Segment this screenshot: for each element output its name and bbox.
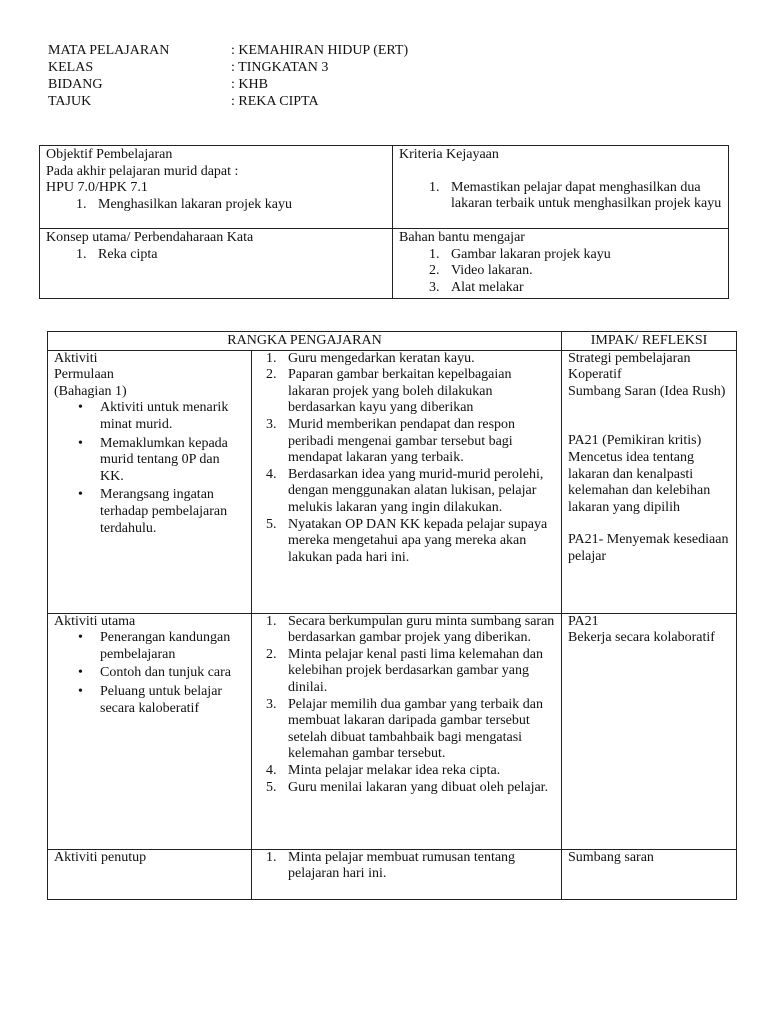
topic-label: TAJUK xyxy=(48,94,92,109)
material-item: Alat melakar xyxy=(451,279,524,295)
opening-steps xyxy=(258,351,555,567)
closing-impact-cell xyxy=(562,849,737,899)
framework-header-row xyxy=(48,332,737,351)
impact-readiness: PA21- Menyemak kesediaan pelajar xyxy=(568,532,729,564)
main-label: Aktiviti utama xyxy=(54,613,136,629)
impact-collaborative: Bekerja secara kolaboratif xyxy=(568,630,715,646)
header-row-subject xyxy=(48,42,408,59)
main-row xyxy=(48,613,737,849)
opening-step: Paparan gambar berkaitan kepelbagaian lakaran projek yang boleh dilakukan berdasarkan kayu yang diberikan xyxy=(288,367,512,416)
header-row-topic xyxy=(48,93,408,110)
objective-item: Menghasilkan lakaran projek kayu xyxy=(98,196,292,212)
main-bullet: • Penerangan kandungan pembelajaran xyxy=(54,630,245,663)
objectives-title: Objektif Pembelajaran xyxy=(46,147,173,162)
closing-step: Minta pelajar membuat rumusan tentang pelajaran hari ini. xyxy=(288,849,516,882)
concepts-cell xyxy=(40,229,393,299)
subject-label: MATA PELAJARAN xyxy=(48,43,170,58)
main-step: Guru menilai lakaran yang dibuat oleh pelajar. xyxy=(288,779,549,795)
criteria-cell xyxy=(393,146,729,229)
main-step: Secara berkumpulan guru minta sumbang saran berdasarkan gambar projek yang diberikan. xyxy=(288,613,555,646)
criteria-title: Kriteria Kejayaan xyxy=(399,147,499,162)
materials-cell xyxy=(393,229,729,299)
material-item: Gambar lakaran projek kayu xyxy=(451,246,611,262)
closing-label-cell xyxy=(48,849,252,899)
header-row-field xyxy=(48,76,408,93)
impact-pa21: PA21 xyxy=(568,613,599,629)
opening-label-line: Permulaan xyxy=(54,367,114,383)
objectives-row xyxy=(40,146,729,229)
main-step: Pelajar memilih dua gambar yang terbaik dan membuat lakaran daripada gambar tersebut setelah dibuat tambahbaik bagi mengatasi kelemahan gambar tersebut. xyxy=(288,696,544,762)
main-bullet: • Contoh dan tunjuk cara xyxy=(54,665,245,682)
opening-steps-cell xyxy=(252,350,562,613)
impact-brainstorm: Sumbang Saran (Idea Rush) xyxy=(568,383,726,399)
subject-value: : KEMAHIRAN HIDUP (ERT) xyxy=(231,43,409,58)
main-bullets xyxy=(54,630,245,717)
material-item: Video lakaran. xyxy=(451,263,533,279)
main-label-cell xyxy=(48,613,252,849)
lesson-header xyxy=(48,42,408,110)
closing-impact: Sumbang saran xyxy=(568,849,654,865)
materials-list xyxy=(399,247,722,297)
opening-impact-cell xyxy=(562,350,737,613)
main-impact-cell xyxy=(562,613,737,849)
topic-value: : REKA CIPTA xyxy=(231,94,319,109)
impact-critical-thinking: PA21 (Pemikiran kritis) Mencetus idea tentang lakaran dan kenalpasti kelemahan dan kelebihan lakaran yang dipilih xyxy=(568,433,711,515)
closing-steps-cell xyxy=(252,849,562,899)
teaching-framework-table xyxy=(47,331,737,900)
main-bullet: • Peluang untuk belajar secara kaloberatif xyxy=(54,684,245,717)
main-step: Minta pelajar melakar idea reka cipta. xyxy=(288,762,501,778)
criteria-item: Memastikan pelajar dapat menghasilkan dua lakaran terbaik untuk menghasilkan projek kayu xyxy=(451,179,722,212)
objectives-cell xyxy=(40,146,393,229)
opening-step: Murid memberikan pendapat dan respon peribadi mengenai gambar tersebut bagi mendapat lakaran yang terbaik. xyxy=(288,416,516,466)
main-steps xyxy=(258,614,555,797)
impact-strategy: Strategi pembelajaran Koperatif xyxy=(568,350,691,383)
impact-header: IMPAK/ REFLEKSI xyxy=(562,332,737,351)
framework-header: RANGKA PENGAJARAN xyxy=(48,332,562,351)
opening-bullet: • Aktiviti untuk menarik minat murid. xyxy=(54,400,245,433)
materials-title: Bahan bantu mengajar xyxy=(399,230,525,245)
objectives-list xyxy=(46,197,386,214)
closing-steps xyxy=(258,850,555,883)
concepts-title: Konsep utama/ Perbendaharaan Kata xyxy=(46,230,254,245)
class-value: : TINGKATAN 3 xyxy=(231,60,329,75)
opening-label-line: (Bahagian 1) xyxy=(54,383,127,399)
closing-label: Aktiviti penutup xyxy=(54,849,147,865)
objectives-code: HPU 7.0/HPK 7.1 xyxy=(46,180,148,196)
main-step: Minta pelajar kenal pasti lima kelemahan dan kelebihan projek berdasarkan gambar yang dinilai. xyxy=(288,646,544,695)
criteria-list xyxy=(399,180,722,213)
concept-item: Reka cipta xyxy=(98,246,158,262)
main-steps-cell xyxy=(252,613,562,849)
concepts-list xyxy=(46,247,386,264)
closing-row xyxy=(48,849,737,899)
opening-bullet: • Merangsang ingatan terhadap pembelajaran terdahulu. xyxy=(54,487,245,537)
opening-step: Guru mengedarkan keratan kayu. xyxy=(288,350,475,366)
opening-step: Berdasarkan idea yang murid-murid perolehi, dengan menggunakan alatan lukisan, pelajar melukis lakaran yang ingin dilakukan. xyxy=(288,466,544,515)
opening-bullet: • Memaklumkan kepada murid tentang 0P dan KK. xyxy=(54,436,245,486)
field-label: BIDANG xyxy=(48,77,103,92)
class-label: KELAS xyxy=(48,60,94,75)
concepts-row xyxy=(40,229,729,299)
opening-step: Nyatakan OP DAN KK kepada pelajar supaya mereka mengetahui apa yang mereka akan lakukan pada hari ini. xyxy=(288,516,548,565)
field-value: : KHB xyxy=(231,77,268,92)
opening-bullets xyxy=(54,400,245,537)
objectives-table xyxy=(39,145,729,299)
objectives-intro: Pada akhir pelajaran murid dapat : xyxy=(46,163,239,179)
opening-row xyxy=(48,350,737,613)
header-row-class xyxy=(48,59,408,76)
opening-label-cell xyxy=(48,350,252,613)
opening-label-line: Aktiviti xyxy=(54,350,98,366)
